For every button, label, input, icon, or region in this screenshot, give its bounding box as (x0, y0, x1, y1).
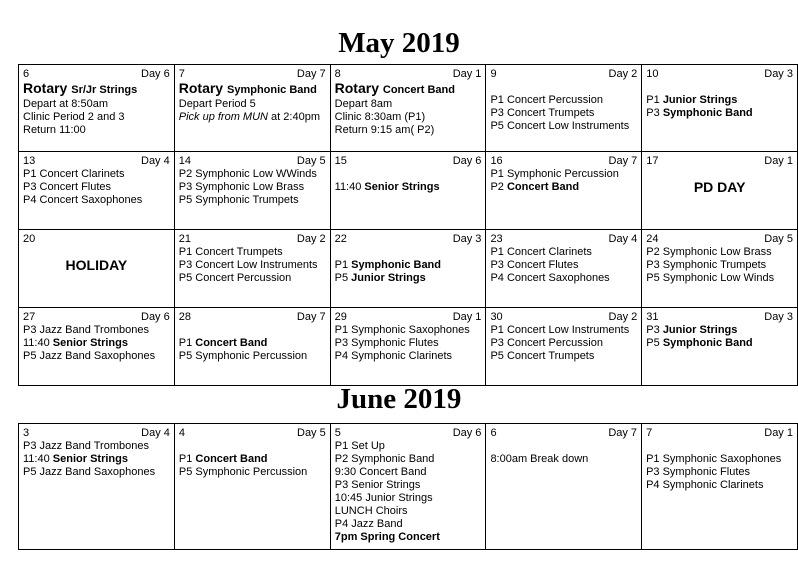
schedule-line (23, 324, 170, 337)
day-cell-header (490, 68, 637, 81)
day-cell-header (490, 233, 637, 246)
june-week-row (19, 424, 798, 550)
day-cell-header (646, 233, 793, 246)
schedule-line (490, 246, 637, 259)
may-day-cell-31 (642, 308, 798, 386)
schedule-text: P2 Symphonic Band (334, 453, 435, 465)
schedule-line (335, 350, 482, 363)
day-cell-header (179, 427, 326, 440)
schedule-text: P3 Senior Strings (334, 479, 421, 491)
blank-line (646, 81, 793, 94)
rotation-day-label: Day 7 (296, 68, 326, 80)
schedule-line (179, 246, 326, 259)
day-cell-header (179, 233, 326, 246)
schedule-line (23, 81, 170, 98)
schedule-text: Clinic Period 2 and 3 (23, 111, 125, 123)
date-number: 17 (646, 155, 659, 167)
schedule-line (23, 194, 170, 207)
schedule-line (646, 479, 793, 492)
rotation-day-label: Day 7 (608, 155, 638, 167)
schedule-text: P3 Symphonic Trumpets (646, 259, 767, 271)
date-number: 4 (178, 427, 186, 439)
schedule-text: P3 (646, 324, 663, 336)
may-day-cell-20 (19, 230, 175, 308)
schedule-text: 7pm Spring Concert (334, 531, 440, 543)
schedule-text: Symphonic Band (662, 107, 753, 119)
schedule-text: P3 Concert Percussion (490, 337, 603, 349)
schedule-text: P1 (334, 259, 352, 271)
rotation-day-label: Day 1 (764, 155, 793, 167)
schedule-text: P1 Concert Clarinets (490, 246, 592, 258)
may-day-cell-7 (174, 65, 330, 152)
schedule-text: Concert Band (195, 337, 268, 349)
schedule-text: Return 11:00 (23, 124, 86, 136)
schedule-text: P5 Concert Trumpets (490, 350, 595, 362)
day-cell-header (646, 155, 793, 168)
schedule-text: P5 (334, 272, 352, 284)
schedule-line (179, 272, 326, 285)
rotation-day-label: Day 5 (296, 155, 326, 167)
date-number: 15 (334, 155, 347, 167)
schedule-line (490, 324, 637, 337)
schedule-line (179, 259, 326, 272)
schedule-text: LUNCH Choirs (334, 505, 408, 517)
schedule-line (646, 246, 793, 259)
day-cell-header (335, 233, 482, 246)
schedule-line (646, 466, 793, 479)
schedule-text: Junior Strings (351, 272, 426, 284)
date-number: 7 (646, 427, 653, 439)
schedule-line (490, 94, 637, 107)
schedule-line (335, 440, 482, 453)
schedule-text: P5 Concert Percussion (178, 272, 292, 284)
schedule-text: Symphonic Band (351, 259, 441, 271)
may-week-row (19, 65, 798, 152)
date-number: 8 (334, 68, 341, 80)
schedule-text: P5 (646, 337, 663, 349)
schedule-text: Concert Band (382, 84, 455, 96)
day-special-label: PD DAY (693, 179, 746, 195)
schedule-text: P3 Concert Flutes (490, 259, 579, 271)
day-cell-header (23, 233, 170, 246)
schedule-text: Junior Strings (662, 94, 738, 106)
rotation-day-label: Day 1 (452, 68, 482, 80)
date-number: 24 (646, 233, 659, 245)
may-day-cell-24 (642, 230, 798, 308)
may-day-cell-14 (174, 152, 330, 230)
rotation-day-label: Day 2 (296, 233, 326, 245)
schedule-text: P1 Symphonic Percussion (490, 168, 619, 180)
rotation-day-label: Day 2 (608, 311, 638, 323)
schedule-text: P1 Concert Trumpets (178, 246, 283, 258)
schedule-line (179, 194, 326, 207)
schedule-text: 11:40 (23, 453, 53, 465)
blank-line (179, 324, 326, 337)
date-number: 9 (490, 68, 497, 80)
schedule-line (335, 324, 482, 337)
rotation-day-label: Day 4 (141, 427, 170, 439)
date-number: 3 (23, 427, 30, 439)
blank-line (646, 440, 793, 453)
date-number: 21 (178, 233, 191, 245)
schedule-text: Depart at 8:50am (23, 98, 108, 110)
may-day-cell-10 (642, 65, 798, 152)
may-week-row (19, 308, 798, 386)
schedule-line (490, 259, 637, 272)
schedule-text: Senior Strings (364, 181, 440, 193)
day-cell-header (335, 155, 482, 168)
schedule-text: P3 Symphonic Flutes (334, 337, 439, 349)
june-calendar-grid (18, 423, 798, 550)
date-number: 28 (178, 311, 191, 323)
schedule-text: P5 Jazz Band Saxophones (23, 350, 156, 362)
schedule-text: Rotary (23, 80, 72, 96)
schedule-line (23, 337, 170, 350)
schedule-text: P1 Concert Low Instruments (490, 324, 630, 336)
schedule-text: 9:30 Concert Band (334, 466, 427, 478)
schedule-text: P4 Symphonic Clarinets (334, 350, 453, 362)
day-cell-header (646, 427, 793, 440)
june-day-cell-6 (486, 424, 642, 550)
schedule-text: Rotary (334, 80, 383, 96)
may-day-cell-17 (642, 152, 798, 230)
schedule-line (23, 466, 170, 479)
schedule-text: P3 Concert Low Instruments (178, 259, 318, 271)
schedule-text: P3 Symphonic Flutes (646, 466, 750, 478)
schedule-text: P2 Symphonic Low Brass (646, 246, 772, 258)
schedule-text: Symphonic Band (662, 337, 753, 349)
schedule-line (490, 350, 637, 363)
schedule-line (335, 124, 482, 137)
date-number: 5 (334, 427, 341, 439)
rotation-day-label: Day 3 (452, 233, 482, 245)
blank-line (179, 440, 326, 453)
blank-line (335, 168, 482, 181)
schedule-text: Depart 8am (334, 98, 393, 110)
schedule-text: P3 Symphonic Low Brass (178, 181, 305, 193)
schedule-line (490, 168, 637, 181)
schedule-line (335, 505, 482, 518)
day-cell-header (646, 68, 793, 81)
schedule-text: P4 Concert Saxophones (490, 272, 610, 284)
schedule-text: P5 Jazz Band Saxophones (23, 466, 156, 478)
date-number: 16 (490, 155, 503, 167)
may-day-cell-30 (486, 308, 642, 386)
date-number: 6 (23, 68, 30, 80)
schedule-line (335, 453, 482, 466)
rotation-day-label: Day 1 (452, 311, 482, 323)
rotation-day-label: Day 6 (141, 311, 170, 323)
schedule-line (335, 181, 482, 194)
may-day-cell-22 (330, 230, 486, 308)
schedule-line (23, 181, 170, 194)
schedule-line (335, 337, 482, 350)
schedule-line (490, 107, 637, 120)
schedule-line (23, 440, 170, 453)
schedule-line (335, 259, 482, 272)
schedule-line (23, 168, 170, 181)
day-cell-header (179, 155, 326, 168)
schedule-text: at 2:40pm (268, 111, 320, 123)
schedule-text: P1 (646, 94, 663, 106)
schedule-text: P3 Concert Flutes (23, 181, 112, 193)
date-number: 7 (178, 68, 185, 80)
may-calendar-grid (18, 64, 798, 386)
day-cell-header (335, 427, 482, 440)
may-day-cell-29 (330, 308, 486, 386)
date-number: 30 (490, 311, 503, 323)
date-number: 23 (490, 233, 503, 245)
may-week-row (19, 230, 798, 308)
schedule-line (23, 98, 170, 111)
rotation-day-label: Day 1 (764, 427, 793, 439)
schedule-text: Junior Strings (662, 324, 738, 336)
schedule-text: Rotary (178, 80, 227, 96)
schedule-text: P3 (646, 107, 663, 119)
schedule-text: Return 9:15 am( P2) (334, 124, 435, 136)
may-day-cell-23 (486, 230, 642, 308)
schedule-line (490, 181, 637, 194)
schedule-text: P5 Symphonic Low Winds (646, 272, 775, 284)
schedule-text: P1 Symphonic Saxophones (334, 324, 470, 336)
schedule-text: 8:00am Break down (490, 453, 589, 465)
schedule-line (646, 272, 793, 285)
schedule-text: P3 Jazz Band Trombones (23, 440, 149, 452)
schedule-text: P5 Concert Low Instruments (490, 120, 630, 132)
schedule-text: Depart Period 5 (178, 98, 256, 110)
schedule-text: Clinic 8:30am (P1) (334, 111, 426, 123)
schedule-line (179, 168, 326, 181)
schedule-text: Concert Band (195, 453, 268, 465)
date-number: 6 (490, 427, 497, 439)
date-number: 27 (23, 311, 36, 323)
schedule-line (335, 518, 482, 531)
schedule-line (490, 453, 637, 466)
schedule-text: P4 Symphonic Clarinets (646, 479, 764, 491)
schedule-text: 11:40 (334, 181, 365, 193)
schedule-text: P2 Symphonic Low WWinds (178, 168, 317, 180)
schedule-text: Senior Strings (52, 453, 128, 465)
schedule-text: P3 Concert Trumpets (490, 107, 595, 119)
schedule-text: 11:40 (23, 337, 53, 349)
date-number: 10 (646, 68, 659, 80)
schedule-line (335, 492, 482, 505)
rotation-day-label: Day 7 (608, 427, 638, 439)
june-month-title: June 2019 (336, 383, 462, 415)
schedule-line (179, 466, 326, 479)
schedule-text: P5 Symphonic Percussion (178, 350, 308, 362)
june-day-cell-7 (642, 424, 798, 550)
may-day-cell-28 (174, 308, 330, 386)
may-day-cell-8 (330, 65, 486, 152)
day-cell-header (335, 311, 482, 324)
date-number: 20 (23, 233, 36, 245)
may-week-row (19, 152, 798, 230)
day-cell-header (490, 427, 637, 440)
may-day-cell-15 (330, 152, 486, 230)
date-number: 31 (646, 311, 659, 323)
rotation-day-label: Day 7 (296, 311, 326, 323)
day-special-label: HOLIDAY (65, 257, 128, 273)
schedule-line (646, 259, 793, 272)
schedule-line (179, 350, 326, 363)
schedule-line (335, 272, 482, 285)
schedule-text: P4 Jazz Band (334, 518, 403, 530)
may-day-cell-9 (486, 65, 642, 152)
schedule-line (179, 81, 326, 98)
schedule-text: P1 (178, 337, 196, 349)
schedule-line (646, 324, 793, 337)
schedule-line (23, 350, 170, 363)
rotation-day-label: Day 3 (764, 311, 793, 323)
blank-line (490, 440, 637, 453)
schedule-text: Sr/Jr Strings (71, 84, 138, 96)
schedule-line (179, 453, 326, 466)
blank-line (490, 81, 637, 94)
day-cell-header (23, 155, 170, 168)
rotation-day-label: Day 5 (297, 427, 326, 439)
schedule-line (179, 337, 326, 350)
schedule-line (335, 111, 482, 124)
schedule-text: P1 (178, 453, 196, 465)
schedule-text: P1 Concert Percussion (490, 94, 603, 106)
schedule-line (23, 453, 170, 466)
schedule-line (646, 107, 793, 120)
rotation-day-label: Day 6 (141, 68, 170, 80)
schedule-line (646, 337, 793, 350)
schedule-text: P4 Concert Saxophones (23, 194, 143, 206)
schedule-text: P5 Symphonic Trumpets (178, 194, 299, 206)
date-number: 13 (23, 155, 36, 167)
may-month-title: May 2019 (338, 27, 460, 59)
june-day-cell-4 (174, 424, 330, 550)
day-cell-header (490, 155, 637, 168)
may-day-cell-21 (174, 230, 330, 308)
schedule-text: 10:45 Junior Strings (334, 492, 433, 504)
schedule-text: Symphonic Band (226, 84, 317, 96)
may-day-cell-16 (486, 152, 642, 230)
june-day-cell-3 (19, 424, 175, 550)
schedule-text: P2 (490, 181, 507, 193)
schedule-line (335, 479, 482, 492)
schedule-line (490, 120, 637, 133)
schedule-text: P1 Symphonic Saxophones (646, 453, 782, 465)
rotation-day-label: Day 6 (452, 427, 482, 439)
date-number: 29 (334, 311, 347, 323)
schedule-text: P1 Concert Clarinets (23, 168, 125, 180)
schedule-line (23, 124, 170, 137)
rotation-day-label: Day 5 (764, 233, 793, 245)
schedule-text: Concert Band (506, 181, 580, 193)
schedule-line (335, 466, 482, 479)
day-cell-header (490, 311, 637, 324)
day-cell-header (179, 311, 326, 324)
june-day-cell-5 (330, 424, 486, 550)
day-cell-header (23, 311, 170, 324)
rotation-day-label: Day 6 (452, 155, 482, 167)
may-day-cell-13 (19, 152, 175, 230)
may-day-cell-6 (19, 65, 175, 152)
schedule-line (23, 111, 170, 124)
schedule-line (646, 94, 793, 107)
may-day-cell-27 (19, 308, 175, 386)
schedule-line (490, 337, 637, 350)
schedule-line (335, 531, 482, 544)
day-cell-header (23, 427, 170, 440)
blank-line (335, 246, 482, 259)
schedule-text: Pick up from MUN (178, 111, 268, 123)
schedule-line (335, 98, 482, 111)
schedule-line (335, 81, 482, 98)
schedule-line (179, 181, 326, 194)
schedule-line (179, 98, 326, 111)
date-number: 14 (178, 155, 191, 167)
rotation-day-label: Day 4 (141, 155, 170, 167)
rotation-day-label: Day 3 (764, 68, 793, 80)
day-cell-header (646, 311, 793, 324)
rotation-day-label: Day 2 (608, 68, 638, 80)
schedule-line (646, 453, 793, 466)
schedule-text: P5 Symphonic Percussion (178, 466, 308, 478)
schedule-text: P1 Set Up (334, 440, 385, 452)
date-number: 22 (334, 233, 347, 245)
rotation-day-label: Day 4 (608, 233, 638, 245)
schedule-text: P3 Jazz Band Trombones (23, 324, 149, 336)
schedule-text: Senior Strings (52, 337, 128, 349)
schedule-line (179, 111, 326, 124)
schedule-line (490, 272, 637, 285)
